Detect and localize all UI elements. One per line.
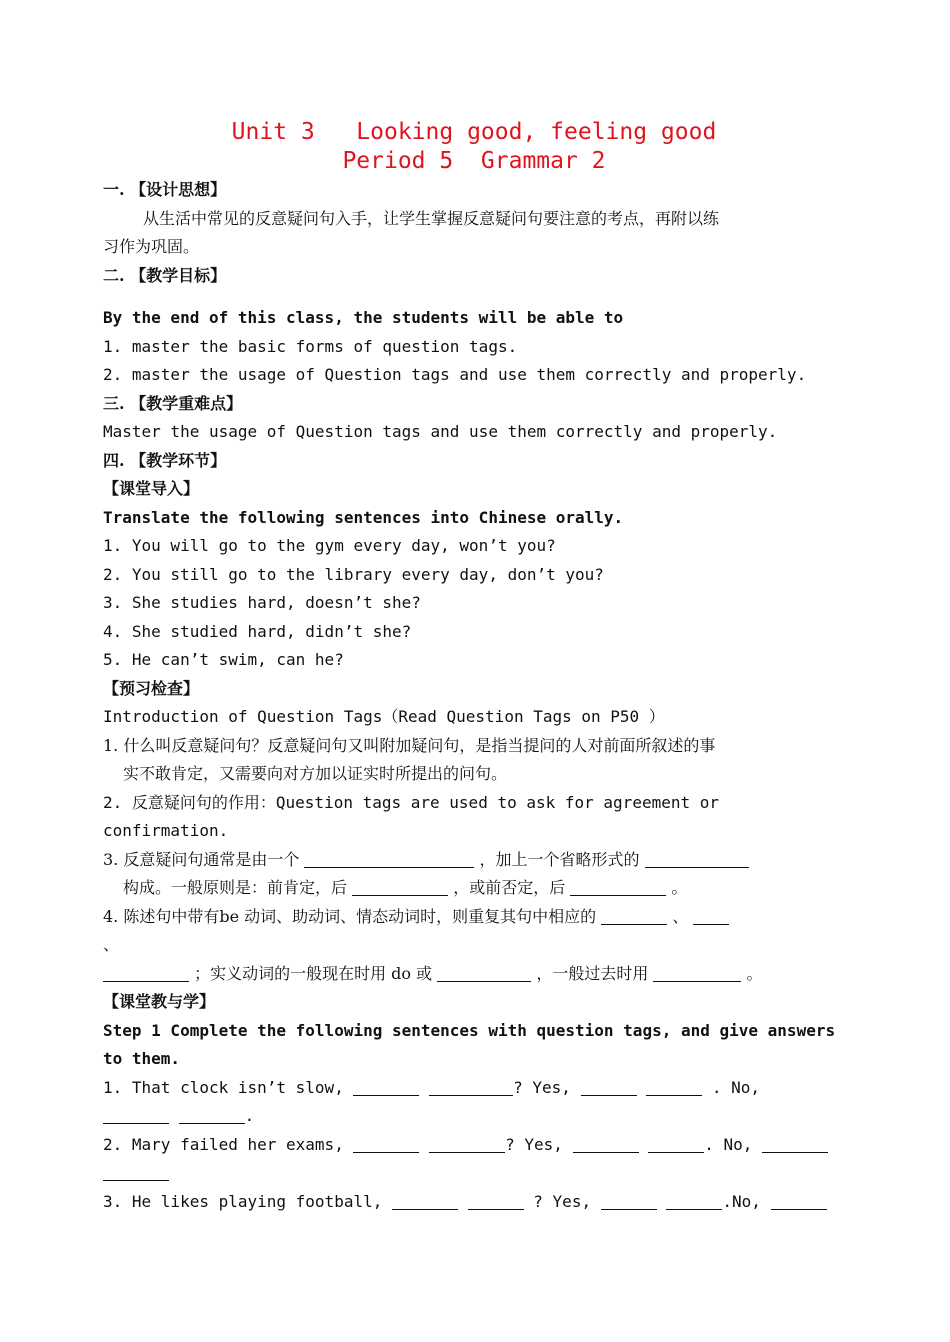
section-heading-key-points: 三. 【教学重难点】 <box>103 393 243 413</box>
fill-blank[interactable] <box>646 1077 702 1096</box>
fill-blank[interactable] <box>103 963 189 982</box>
preview-point-4-line-3 <box>103 960 845 989</box>
preview-point-1-line-1: 1. 什么叫反意疑问句？反意疑问句又叫附加疑问句，是指当提问的人对前面所叙述的事 <box>103 735 716 755</box>
exercise-1-text: 1. That clock isn’t slow, <box>103 1077 344 1097</box>
key-points-text: Master the usage of Question tags and use them correctly and properly. <box>103 422 778 441</box>
fill-blank[interactable] <box>601 1191 657 1210</box>
step1-instruction-line-1: Step 1 Complete the following sentences with question tags, and give answers <box>103 1020 836 1040</box>
subheading-lead-in: 【课堂导入】 <box>103 479 200 498</box>
title-line-2: Period 5 Grammar 2 <box>342 148 606 174</box>
preview-point-4-text-a: 4. 陈述句中带有be 动词、助动词、情态动词时，则重复其句中相应的 <box>103 906 597 926</box>
fill-blank[interactable] <box>179 1105 245 1124</box>
fill-blank[interactable] <box>693 906 729 925</box>
title-line-1: Unit 3 Looking good, feeling good <box>231 119 717 145</box>
fill-blank[interactable] <box>666 1191 722 1210</box>
preview-point-3-text-e: 。 <box>671 878 688 897</box>
preview-point-3-text-a: 3. 反意疑问句通常是由一个 <box>103 849 300 869</box>
fill-blank[interactable] <box>771 1191 827 1210</box>
preview-point-2-line-2: confirmation. <box>103 821 229 840</box>
fill-blank[interactable] <box>103 1162 169 1181</box>
subheading-preview-check: 【预习检查】 <box>103 678 200 698</box>
fill-blank[interactable] <box>468 1191 524 1210</box>
fill-blank[interactable] <box>601 906 667 925</box>
exercise-3-line-1 <box>103 1188 845 1217</box>
fill-blank[interactable] <box>645 849 749 868</box>
preview-point-3-line-1 <box>103 846 845 875</box>
fill-blank[interactable] <box>352 877 448 896</box>
preview-point-4-text-d: 。 <box>746 963 763 983</box>
subheading-teaching-learning: 【课堂教与学】 <box>103 992 216 1011</box>
step1-instruction-line-2: to them. <box>103 1049 181 1068</box>
fill-blank[interactable] <box>653 963 741 982</box>
translate-sentence-3: 3. She studies hard, doesn’t she? <box>103 593 421 612</box>
fill-blank[interactable] <box>429 1134 505 1153</box>
preview-point-4-line-2: 、 <box>103 935 120 954</box>
exercise-2-line-2 <box>103 1159 845 1188</box>
translate-instruction: Translate the following sentences into Chinese orally. <box>103 507 624 527</box>
section-heading-objectives: 二. 【教学目标】 <box>103 265 227 285</box>
fill-blank[interactable] <box>648 1134 704 1153</box>
fill-blank[interactable] <box>429 1077 513 1096</box>
preview-point-3-text-d: ，或前否定，后 <box>453 878 566 897</box>
exercise-1-end: . <box>244 1106 255 1125</box>
preview-point-4-text-b: ；实义动词的一般现在时用 do 或 <box>194 963 433 983</box>
translate-sentence-1: 1. You will go to the gym every day, won’t you? <box>103 536 556 555</box>
section-heading-procedure: 四. 【教学环节】 <box>103 450 227 470</box>
exercise-2-line-1 <box>103 1131 845 1160</box>
exercise-3-question: ? Yes, <box>533 1191 592 1211</box>
objectives-lead: By the end of this class, the students will be able to <box>103 308 624 327</box>
fill-blank[interactable] <box>304 849 474 868</box>
fill-blank[interactable] <box>103 1105 169 1124</box>
worksheet-page <box>103 118 845 1216</box>
translate-sentence-5: 5. He can’t swim, can he? <box>103 650 344 669</box>
exercise-3-text: 3. He likes playing football, <box>103 1191 383 1211</box>
preview-point-3-line-2 <box>103 874 845 903</box>
preview-point-4-line-1 <box>103 903 845 932</box>
exercise-3-no: .No, <box>722 1191 761 1211</box>
preview-point-2-line-1: 2. 反意疑问句的作用：Question tags are used to ask for agreement or <box>103 792 720 812</box>
preview-point-3-text-c: 构成。一般原则是：前肯定，后 <box>123 878 348 897</box>
fill-blank[interactable] <box>570 877 666 896</box>
exercise-1-line-1 <box>103 1074 845 1103</box>
fill-blank[interactable] <box>437 963 531 982</box>
preview-point-3-text-b: ，加上一个省略形式的 <box>479 849 640 869</box>
fill-blank[interactable] <box>392 1191 458 1210</box>
design-text-line-1: 从生活中常见的反意疑问句入手，让学生掌握反意疑问句要注意的考点，再附以练 <box>143 208 720 228</box>
translate-sentence-4: 4. She studied hard, didn’t she? <box>103 621 412 641</box>
fill-blank[interactable] <box>353 1077 419 1096</box>
exercise-2-question: ? Yes, <box>505 1134 563 1154</box>
fill-blank[interactable] <box>762 1134 828 1153</box>
exercise-1-question: ? Yes, <box>513 1077 571 1097</box>
fill-blank[interactable] <box>573 1134 639 1153</box>
exercise-2-text: 2. Mary failed her exams, <box>103 1134 344 1154</box>
design-text-line-2: 习作为巩固。 <box>103 237 200 256</box>
preview-point-4-separator: 、 <box>672 906 689 926</box>
objective-item-2: 2. master the usage of Question tags and use them correctly and properly. <box>103 365 807 384</box>
objective-item-1: 1. master the basic forms of question tags. <box>103 336 518 356</box>
section-heading-design: 一. 【设计思想】 <box>103 180 227 199</box>
fill-blank[interactable] <box>581 1077 637 1096</box>
exercise-1-no: . No, <box>711 1077 760 1097</box>
fill-blank[interactable] <box>353 1134 419 1153</box>
translate-sentence-2: 2. You still go to the library every day, don’t you? <box>103 564 604 584</box>
preview-point-1-line-2: 实不敢肯定，又需要向对方加以证实时所提出的问句。 <box>123 764 508 783</box>
preview-point-4-text-c: ，一般过去时用 <box>536 963 649 983</box>
exercise-2-no: . No, <box>704 1134 753 1154</box>
exercise-1-line-2 <box>103 1102 845 1131</box>
intro-question-tags: Introduction of Question Tags（Read Question Tags on P50 ） <box>103 707 665 726</box>
